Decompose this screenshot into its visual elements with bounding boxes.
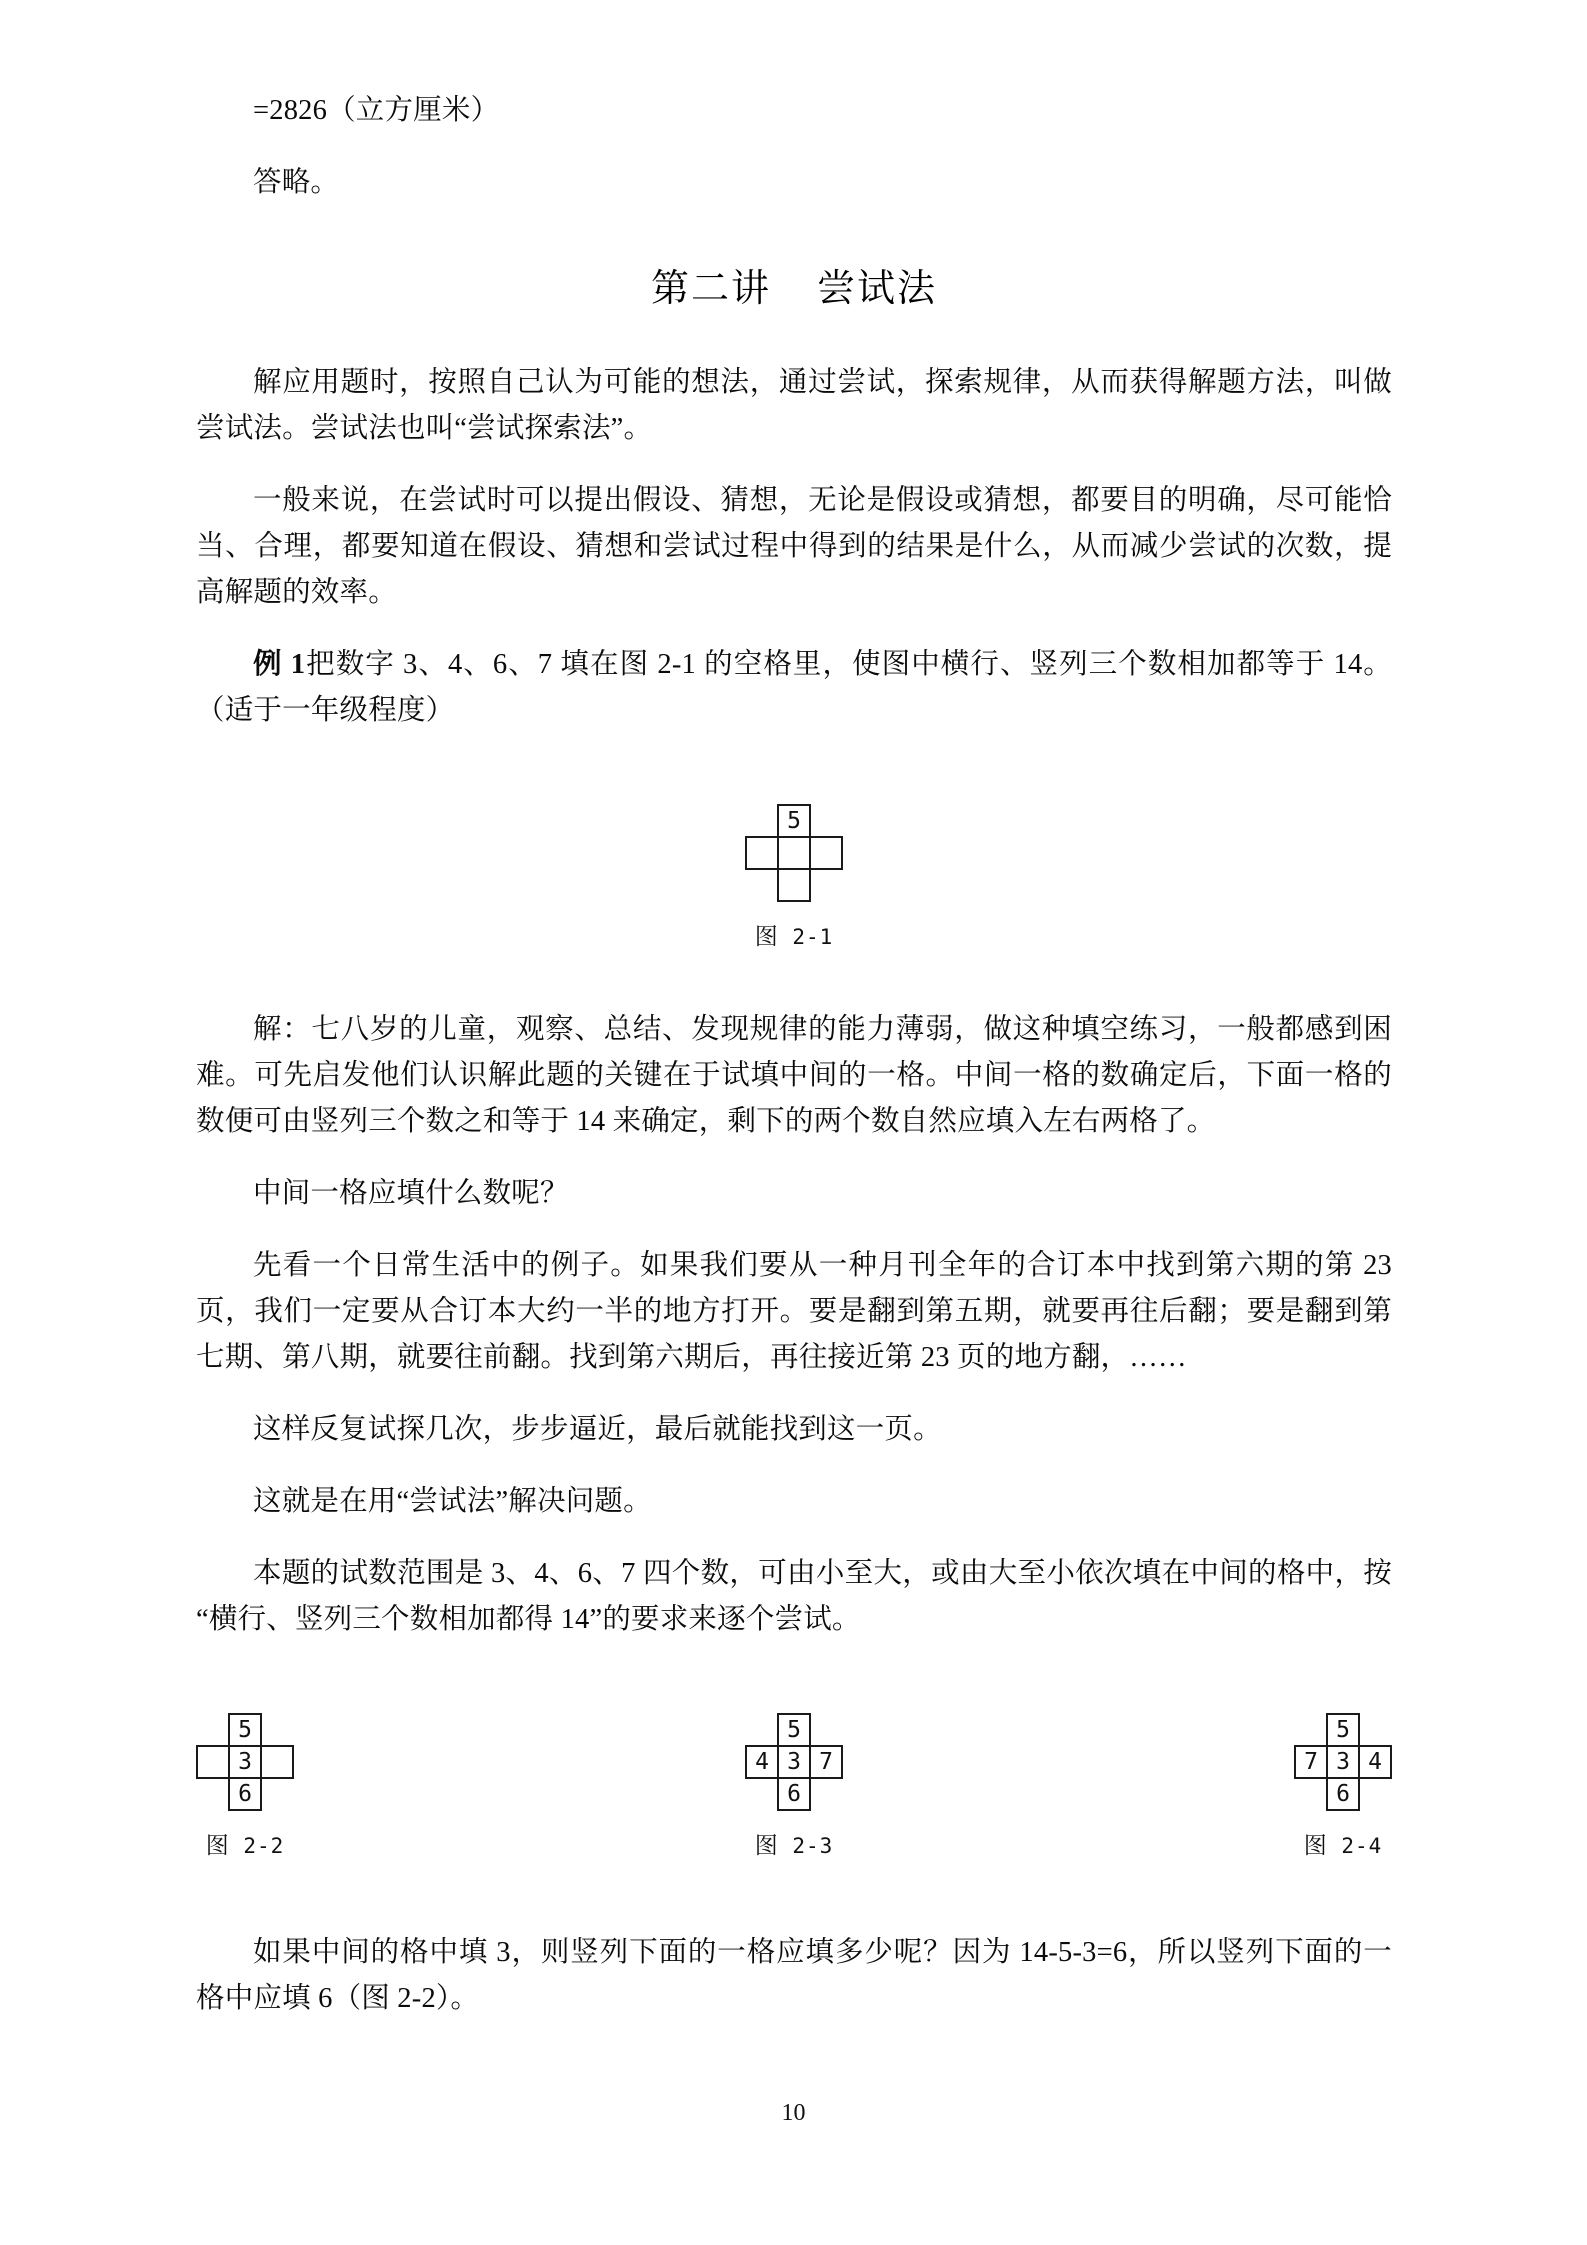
- cross-cell-top: 5: [777, 1713, 811, 1747]
- cross-grid: [1294, 1713, 1392, 1811]
- cross-spacer-cell: [1294, 1713, 1328, 1747]
- cross-bottom-row: [745, 1777, 843, 1811]
- cross-cell-left: 4: [745, 1745, 779, 1779]
- cross-spacer-cell: [1294, 1777, 1328, 1811]
- cross-cell-left: 7: [1294, 1745, 1328, 1779]
- figure-caption-number: 2-1: [792, 925, 834, 949]
- cross-spacer-cell: [1358, 1713, 1392, 1747]
- cross-spacer-cell: [809, 1713, 843, 1747]
- cross-spacer-cell: [745, 1713, 779, 1747]
- cross-cell-top: 5: [1326, 1713, 1360, 1747]
- answer-note-line: 答略。: [253, 167, 340, 198]
- cross-top-row: [745, 804, 843, 838]
- figure-caption: [1304, 1827, 1383, 1860]
- cross-middle-row: [745, 1745, 843, 1779]
- cross-spacer-cell: [1358, 1777, 1392, 1811]
- figure-caption-word: 图: [754, 924, 779, 949]
- cross-top-row: [745, 1713, 843, 1747]
- paragraph-question: 中间一格应填什么数呢？: [253, 1178, 569, 1209]
- page-content: [196, 0, 1392, 2022]
- figure-2-1: [196, 804, 1392, 951]
- cross-spacer-cell: [260, 1713, 294, 1747]
- figure-caption-number: 2-3: [792, 1834, 834, 1858]
- paragraph-range: 本题的试数范围是 3、4、6、7 四个数，可由小至大，或由大至小依次填在中间的格中，按“横行、竖列三个数相加都得 14”的要求来逐个尝试。: [196, 1558, 1392, 1635]
- paragraph-daily-example: 先看一个日常生活中的例子。如果我们要从一种月刊全年的合订本中找到第六期的第 23 页，我们一定要从合订本大约一半的地方打开。要是翻到第五期，就要再往后翻；要是翻到第七期、第八期，就要往前翻。找到第六期后，再往接近第 23 页的地方翻，……: [196, 1250, 1392, 1373]
- paragraph-example-1: [196, 642, 1392, 734]
- cross-cell-bottom: 6: [777, 1777, 811, 1811]
- cross-cell-center: 3: [1326, 1745, 1360, 1779]
- cross-cell-center: 3: [777, 1745, 811, 1779]
- cross-cell-center: 3: [228, 1745, 262, 1779]
- figure-caption-word: 图: [205, 1833, 230, 1858]
- cross-cell-right: [260, 1745, 294, 1779]
- formula-result-line: =2826（立方厘米）: [253, 95, 500, 126]
- cross-cell-top: 5: [777, 804, 811, 838]
- cross-spacer-cell: [196, 1777, 230, 1811]
- cross-cell-right: 4: [1358, 1745, 1392, 1779]
- paragraph-general: 一般来说，在尝试时可以提出假设、猜想，无论是假设或猜想，都要目的明确，尽可能恰当、合理，都要知道在假设、猜想和尝试过程中得到的结果是什么，从而减少尝试的次数，提高解题的效率。: [196, 485, 1392, 608]
- cross-top-row: [1294, 1713, 1392, 1747]
- cross-spacer-cell: [196, 1713, 230, 1747]
- cross-cell-left: [196, 1745, 230, 1779]
- cross-spacer-cell: [809, 804, 843, 838]
- cross-spacer-cell: [809, 868, 843, 902]
- cross-grid: [745, 1713, 843, 1811]
- figure-caption: [755, 1827, 834, 1860]
- cross-middle-row: [196, 1745, 294, 1779]
- figure-caption-word: 图: [1303, 1833, 1328, 1858]
- cross-grid: [196, 1713, 294, 1811]
- paragraph-solution: 解：七八岁的儿童，观察、总结、发现规律的能力薄弱，做这种填空练习，一般都感到困难。可先启发他们认识解此题的关键在于试填中间的一格。中间一格的数确定后，下面一格的数便可由竖列三个数之和等于 14 来确定，剩下的两个数自然应填入左右两格了。: [196, 1014, 1392, 1137]
- figure-2-2: [196, 1713, 294, 1860]
- chapter-number: 第二讲: [650, 268, 771, 310]
- cross-cell-bottom: 6: [228, 1777, 262, 1811]
- cross-spacer-cell: [745, 1777, 779, 1811]
- example-text: 把数字 3、4、6、7 填在图 2-1 的空格里，使图中横行、竖列三个数相加都等于 14。（适于一年级程度）: [196, 649, 1392, 726]
- cross-bottom-row: [1294, 1777, 1392, 1811]
- paragraph-repeat: 这样反复试探几次，步步逼近，最后就能找到这一页。: [253, 1414, 942, 1445]
- cross-top-row: [196, 1713, 294, 1747]
- paragraph-this-is-trial: 这就是在用“尝试法”解决问题。: [253, 1486, 652, 1517]
- cross-middle-row: [745, 836, 843, 870]
- cross-cell-right: [809, 836, 843, 870]
- figure-caption-number: 2-2: [243, 1834, 285, 1858]
- chapter-heading: [196, 262, 1392, 316]
- cross-cell-top: 5: [228, 1713, 262, 1747]
- cross-spacer-cell: [809, 1777, 843, 1811]
- figure-caption: [206, 1827, 285, 1860]
- cross-cell-bottom: 6: [1326, 1777, 1360, 1811]
- figure-row-2-2-to-2-4: [196, 1713, 1392, 1860]
- page-number: 10: [781, 2100, 806, 2126]
- cross-spacer-cell: [745, 868, 779, 902]
- figure-caption-word: 图: [754, 1833, 779, 1858]
- cross-grid: [745, 804, 843, 902]
- cross-middle-row: [1294, 1745, 1392, 1779]
- cross-bottom-row: [745, 868, 843, 902]
- figure-caption: [755, 918, 834, 951]
- paragraph-intro: 解应用题时，按照自己认为可能的想法，通过尝试，探索规律，从而获得解题方法，叫做尝试法。尝试法也叫“尝试探索法”。: [196, 367, 1392, 444]
- cross-cell-right: 7: [809, 1745, 843, 1779]
- cross-cell-left: [745, 836, 779, 870]
- chapter-title-text: 尝试法: [817, 268, 938, 310]
- cross-cell-center: [777, 836, 811, 870]
- paragraph-conclusion: 如果中间的格中填 3，则竖列下面的一格应填多少呢？因为 14-5-3=6，所以竖列下面的一格中应填 6（图 2-2）。: [196, 1937, 1392, 2014]
- figure-2-4: [1294, 1713, 1392, 1860]
- cross-spacer-cell: [745, 804, 779, 838]
- cross-cell-bottom: [777, 868, 811, 902]
- example-label: 例 1: [253, 649, 306, 680]
- figure-caption-number: 2-4: [1341, 1834, 1383, 1858]
- figure-2-3: [745, 1713, 843, 1860]
- cross-spacer-cell: [260, 1777, 294, 1811]
- cross-bottom-row: [196, 1777, 294, 1811]
